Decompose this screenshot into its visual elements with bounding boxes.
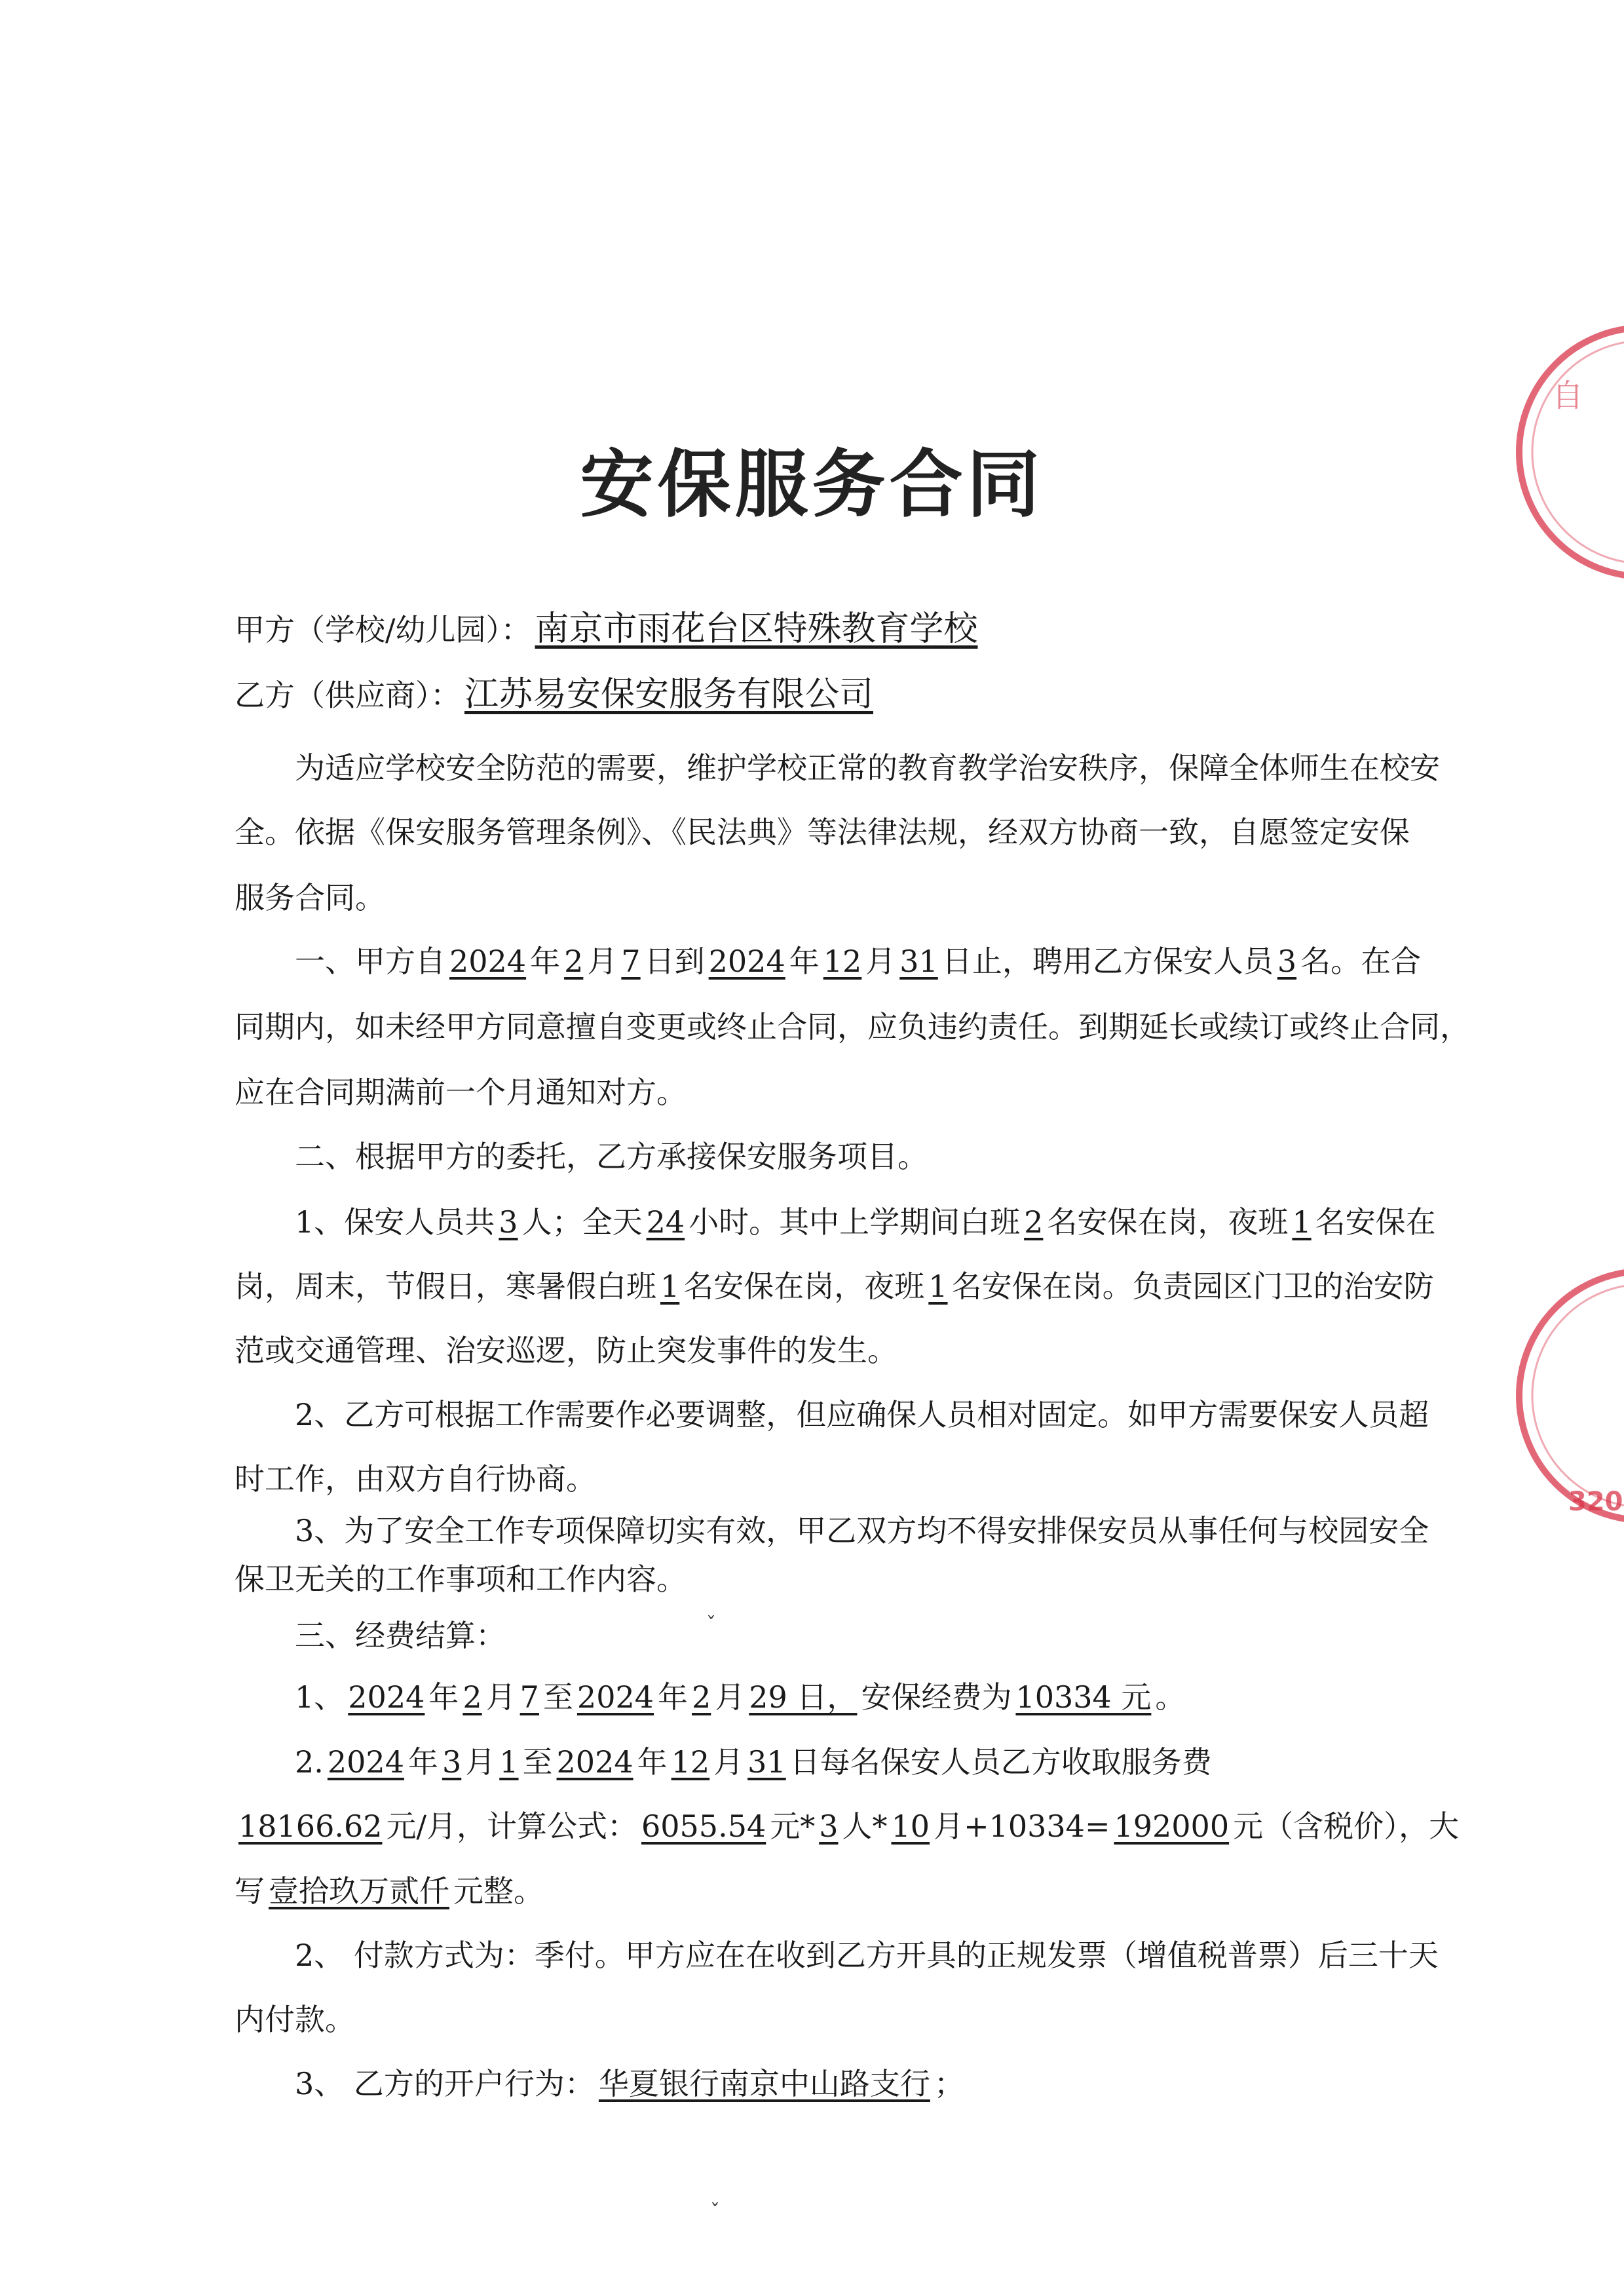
svg-text:320: 320 bbox=[1568, 1487, 1623, 1517]
red-seal-bottom bbox=[1506, 1258, 1624, 1533]
start-day: 7 bbox=[621, 944, 641, 979]
total-amount: 192000 bbox=[1114, 1808, 1230, 1844]
start-month: 2 bbox=[564, 944, 584, 979]
party-b-name: 江苏易安保安服务有限公司 bbox=[464, 675, 874, 714]
bank-line: 3、 乙方的开户行为： 华夏银行南京中山路支行 ； bbox=[295, 2066, 964, 2101]
party-b-label: 乙方（供应商）： bbox=[235, 678, 461, 713]
end-year: 2024 bbox=[708, 944, 785, 979]
end-day: 31 bbox=[899, 944, 938, 979]
bank-name: 华夏银行南京中山路支行 bbox=[598, 2066, 930, 2101]
payment-line-2: 内付款。 bbox=[235, 2002, 355, 2037]
payment-line-1: 2、 付款方式为：季付。甲方应在在收到乙方开具的正规发票（增值税普票）后三十天 bbox=[295, 1938, 1439, 1973]
scan-speck: ˇ bbox=[706, 1613, 716, 1636]
fee-2-line-3: 写 壹拾玖万贰仟 元整。 bbox=[235, 1873, 544, 1909]
party-a-line bbox=[235, 609, 1388, 649]
intro-line-2: 全。依据《保安服务管理条例》、《民法典》等法律法规，经双方协商一致，自愿签定安保 bbox=[235, 814, 1410, 850]
party-a-name: 南京市雨花台区特殊教育学校 bbox=[535, 609, 978, 649]
intro-line-3: 服务合同。 bbox=[235, 880, 385, 915]
guard-count: 3 bbox=[1277, 944, 1297, 979]
red-seal-top bbox=[1506, 315, 1624, 590]
item-1-line-3: 范或交通管理、治安巡逻，防止突发事件的发生。 bbox=[235, 1333, 897, 1368]
clause-1-line-2: 同期内，如未经甲方同意擅自变更或终止合同，应负违约责任。到期延长或续订或终止合同， bbox=[235, 1009, 1470, 1044]
intro-line-1: 为适应学校安全防范的需要，维护学校正常的教育教学治安秩序，保障全体师生在校安 bbox=[295, 750, 1440, 786]
item-1-line-2: 岗，周末，节假日，寒暑假白班 1 名安保在岗，夜班 1 名安保在岗。负责园区门卫的治安防 bbox=[235, 1269, 1434, 1304]
fee-1-line: 1、 2024 年 2 月 7 至 2024 年 2 月 29 日， 安保经费为 10334 元 。 bbox=[295, 1679, 1186, 1715]
scan-speck: ˇ bbox=[710, 2200, 720, 2223]
party-a-label: 甲方（学校/幼儿园）： bbox=[235, 612, 531, 647]
clause-3-heading: 三、经费结算： bbox=[295, 1618, 506, 1653]
party-b-line bbox=[235, 675, 1388, 715]
item-2-line-1: 2、乙方可根据工作需要作必要调整，但应确保人员相对固定。如甲方需要保安人员超 bbox=[295, 1397, 1429, 1432]
end-month: 12 bbox=[823, 944, 862, 979]
fee-2-line-2: 18166.62 元/月，计算公式： 6055.54 元* 3 人* 10 月+10334= 192000 元（含税价），大 bbox=[235, 1807, 1388, 1846]
clause-1-line-3: 应在合同期满前一个月通知对方。 bbox=[235, 1075, 687, 1110]
clause-1-line-1: 一、甲方自 2024 年 2 月 7 日到 2024 年 12 月 31 日止，聘用乙方保安人员 3 名。在合 bbox=[295, 944, 1422, 979]
clause-2-heading: 二、根据甲方的委托，乙方承接保安服务项目。 bbox=[295, 1139, 928, 1174]
item-1-line-1: 1、保安人员共 3 人；全天 24 小时。其中上学期间白班 2 名安保在岗，夜班 1 名安保在 bbox=[295, 1204, 1436, 1240]
fee-1-amount: 10334 元 bbox=[1015, 1679, 1152, 1715]
item-3-line-2: 保卫无关的工作事项和工作内容。 bbox=[235, 1561, 687, 1597]
fee-2-line-1: 2. 2024 年 3 月 1 至 2024 年 12 月 31 日每名保安人员乙方收取服务费 bbox=[295, 1744, 1212, 1780]
svg-text:自: 自 bbox=[1552, 377, 1584, 414]
page-title: 安保服务合同 bbox=[580, 442, 1044, 527]
monthly-fee: 18166.62 bbox=[238, 1808, 383, 1844]
item-3-line-1: 3、为了安全工作专项保障切实有效，甲乙双方均不得安排保安员从事任何与校园安全 bbox=[295, 1513, 1429, 1548]
start-year: 2024 bbox=[449, 944, 527, 979]
amount-in-words: 壹拾玖万贰仟 bbox=[269, 1873, 449, 1909]
item-2-line-2: 时工作，由双方自行协商。 bbox=[235, 1461, 596, 1497]
